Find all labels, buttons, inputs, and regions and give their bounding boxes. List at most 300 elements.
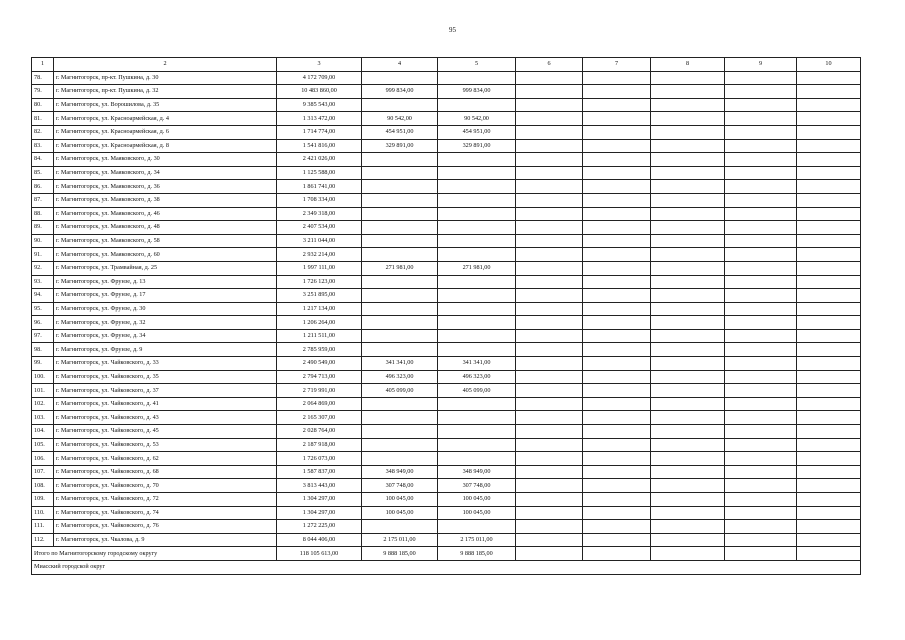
table-row xyxy=(32,465,861,479)
row-c5 xyxy=(438,438,516,452)
column-header: 5 xyxy=(438,58,516,72)
table-cell xyxy=(797,166,861,180)
table-cell xyxy=(583,384,651,398)
row-number: 78. xyxy=(32,71,54,85)
table-cell xyxy=(651,533,725,547)
row-c3: 2 932 214,00 xyxy=(277,248,362,262)
table-cell xyxy=(583,452,651,466)
row-address: г. Магнитогорск, ул. Маяковского, д. 30 xyxy=(54,153,277,167)
row-c5 xyxy=(438,180,516,194)
table-row xyxy=(32,520,861,534)
table-cell xyxy=(583,520,651,534)
row-c4 xyxy=(362,520,438,534)
table-cell xyxy=(583,166,651,180)
row-c5 xyxy=(438,411,516,425)
row-c5: 454 951,00 xyxy=(438,125,516,139)
table-cell xyxy=(651,153,725,167)
row-address: г. Магнитогорск, ул. Чайковского, д. 41 xyxy=(54,397,277,411)
table-cell xyxy=(797,316,861,330)
row-address: г. Магнитогорск, ул. Фрунзе, д. 17 xyxy=(54,289,277,303)
row-number: 98. xyxy=(32,343,54,357)
column-header: 6 xyxy=(516,58,583,72)
table-cell xyxy=(516,384,583,398)
table-cell xyxy=(725,153,797,167)
table-cell xyxy=(797,234,861,248)
table-cell xyxy=(516,193,583,207)
table-cell xyxy=(797,547,861,561)
table-row xyxy=(32,411,861,425)
table-cell xyxy=(583,479,651,493)
total-label: Итого по Магнитогорскому городскому округу xyxy=(32,547,277,561)
row-c4 xyxy=(362,98,438,112)
row-address: г. Магнитогорск, ул. Чайковского, д. 70 xyxy=(54,479,277,493)
row-c5 xyxy=(438,302,516,316)
table-cell xyxy=(583,234,651,248)
total-row xyxy=(32,547,861,561)
table-cell xyxy=(583,425,651,439)
column-header: 10 xyxy=(797,58,861,72)
row-address: г. Магнитогорск, ул. Чайковского, д. 33 xyxy=(54,357,277,371)
table-cell xyxy=(583,343,651,357)
capital-repair-table xyxy=(31,57,861,575)
table-row xyxy=(32,112,861,126)
row-c5: 496 323,00 xyxy=(438,370,516,384)
table-row xyxy=(32,357,861,371)
table-row xyxy=(32,493,861,507)
row-c3: 2 785 959,00 xyxy=(277,343,362,357)
table-cell xyxy=(651,112,725,126)
row-c3: 1 726 123,00 xyxy=(277,275,362,289)
table-cell xyxy=(797,248,861,262)
row-address: г. Магнитогорск, ул. Чайковского, д. 53 xyxy=(54,438,277,452)
row-c4 xyxy=(362,71,438,85)
row-c5 xyxy=(438,207,516,221)
row-address: г. Магнитогорск, ул. Трамвайная, д. 25 xyxy=(54,261,277,275)
table-cell xyxy=(797,207,861,221)
table-cell xyxy=(725,125,797,139)
row-c5: 100 045,00 xyxy=(438,506,516,520)
row-c3: 1 997 111,00 xyxy=(277,261,362,275)
table-cell xyxy=(797,452,861,466)
row-number: 110. xyxy=(32,506,54,520)
table-cell xyxy=(725,98,797,112)
table-cell xyxy=(583,207,651,221)
table-cell xyxy=(725,357,797,371)
row-c4: 405 099,00 xyxy=(362,384,438,398)
table-cell xyxy=(651,370,725,384)
table-cell xyxy=(725,533,797,547)
row-c5: 100 045,00 xyxy=(438,493,516,507)
row-c5: 405 099,00 xyxy=(438,384,516,398)
row-c3: 1 861 741,00 xyxy=(277,180,362,194)
row-c5: 999 834,00 xyxy=(438,85,516,99)
table-cell xyxy=(725,411,797,425)
table-cell xyxy=(797,370,861,384)
total-c4: 9 888 185,00 xyxy=(362,547,438,561)
table-cell xyxy=(516,275,583,289)
row-address: г. Магнитогорск, ул. Чайковского, д. 68 xyxy=(54,465,277,479)
row-address: г. Магнитогорск, пр-кт. Пушкина, д. 30 xyxy=(54,71,277,85)
table-cell xyxy=(583,411,651,425)
table-cell xyxy=(725,234,797,248)
row-address: г. Магнитогорск, ул. Чайковского, д. 76 xyxy=(54,520,277,534)
table-row xyxy=(32,125,861,139)
row-c3: 8 044 406,00 xyxy=(277,533,362,547)
table-cell xyxy=(651,125,725,139)
row-c5: 307 748,00 xyxy=(438,479,516,493)
table-cell xyxy=(651,71,725,85)
row-c3: 2 407 534,00 xyxy=(277,221,362,235)
row-address: г. Магнитогорск, ул. Маяковского, д. 46 xyxy=(54,207,277,221)
row-c4 xyxy=(362,452,438,466)
row-address: г. Магнитогорск, ул. Красноармейская, д. 6 xyxy=(54,125,277,139)
row-address: г. Магнитогорск, ул. Фрунзе, д. 32 xyxy=(54,316,277,330)
row-address: г. Магнитогорск, ул. Чайковского, д. 35 xyxy=(54,370,277,384)
row-c3: 1 541 816,00 xyxy=(277,139,362,153)
table-cell xyxy=(797,112,861,126)
row-c3: 2 028 764,00 xyxy=(277,425,362,439)
table-cell xyxy=(797,98,861,112)
row-number: 85. xyxy=(32,166,54,180)
table-row xyxy=(32,425,861,439)
row-address: г. Магнитогорск, ул. Ворошилова, д. 35 xyxy=(54,98,277,112)
row-address: г. Магнитогорск, пр-кт. Пушкина, д. 32 xyxy=(54,85,277,99)
row-c3: 3 251 895,00 xyxy=(277,289,362,303)
row-c4: 90 542,00 xyxy=(362,112,438,126)
row-c3: 2 719 991,00 xyxy=(277,384,362,398)
row-c5 xyxy=(438,425,516,439)
row-c3: 1 708 334,00 xyxy=(277,193,362,207)
row-address: г. Магнитогорск, ул. Красноармейская, д. 4 xyxy=(54,112,277,126)
row-number: 86. xyxy=(32,180,54,194)
table-cell xyxy=(516,234,583,248)
table-cell xyxy=(516,520,583,534)
row-c3: 2 794 713,00 xyxy=(277,370,362,384)
row-c5 xyxy=(438,193,516,207)
row-number: 93. xyxy=(32,275,54,289)
table-cell xyxy=(516,329,583,343)
table-row xyxy=(32,384,861,398)
row-number: 101. xyxy=(32,384,54,398)
table-cell xyxy=(651,316,725,330)
table-cell xyxy=(516,98,583,112)
section-row xyxy=(32,560,861,574)
column-header: 9 xyxy=(725,58,797,72)
table-row xyxy=(32,302,861,316)
table-cell xyxy=(583,261,651,275)
row-address: г. Магнитогорск, ул. Фрунзе, д. 9 xyxy=(54,343,277,357)
table-cell xyxy=(651,166,725,180)
table-cell xyxy=(583,85,651,99)
row-number: 104. xyxy=(32,425,54,439)
table-cell xyxy=(725,275,797,289)
table-cell xyxy=(583,465,651,479)
table-row xyxy=(32,316,861,330)
page-number: 95 xyxy=(449,26,456,34)
column-number-header-row xyxy=(32,58,861,72)
table-cell xyxy=(583,193,651,207)
row-c5: 2 175 011,00 xyxy=(438,533,516,547)
row-c3: 1 304 297,00 xyxy=(277,493,362,507)
row-c5 xyxy=(438,166,516,180)
table-cell xyxy=(651,493,725,507)
table-cell xyxy=(725,452,797,466)
table-cell xyxy=(797,193,861,207)
row-c4 xyxy=(362,234,438,248)
row-address: г. Магнитогорск, ул. Чайковского, д. 37 xyxy=(54,384,277,398)
table-cell xyxy=(583,289,651,303)
row-c4 xyxy=(362,302,438,316)
row-address: г. Магнитогорск, ул. Маяковского, д. 58 xyxy=(54,234,277,248)
table-cell xyxy=(725,520,797,534)
table-cell xyxy=(725,425,797,439)
table-cell xyxy=(651,139,725,153)
row-c3: 1 211 511,00 xyxy=(277,329,362,343)
table-cell xyxy=(651,98,725,112)
row-c4 xyxy=(362,221,438,235)
row-address: г. Магнитогорск, ул. Маяковского, д. 36 xyxy=(54,180,277,194)
table-cell xyxy=(797,493,861,507)
table-cell xyxy=(797,479,861,493)
row-c5 xyxy=(438,221,516,235)
column-header: 4 xyxy=(362,58,438,72)
row-number: 79. xyxy=(32,85,54,99)
table-row xyxy=(32,180,861,194)
row-c5: 329 891,00 xyxy=(438,139,516,153)
row-c3: 1 125 588,00 xyxy=(277,166,362,180)
table-cell xyxy=(725,248,797,262)
table-cell xyxy=(516,465,583,479)
table-cell xyxy=(797,506,861,520)
table-cell xyxy=(516,302,583,316)
row-c4 xyxy=(362,329,438,343)
table-cell xyxy=(797,438,861,452)
row-c4: 100 045,00 xyxy=(362,493,438,507)
table-cell xyxy=(583,153,651,167)
row-c4: 271 981,00 xyxy=(362,261,438,275)
row-c4: 496 323,00 xyxy=(362,370,438,384)
table-cell xyxy=(516,112,583,126)
table-row xyxy=(32,479,861,493)
table-cell xyxy=(651,180,725,194)
table-cell xyxy=(725,302,797,316)
table-cell xyxy=(651,384,725,398)
table-cell xyxy=(651,85,725,99)
table-cell xyxy=(516,506,583,520)
table-row xyxy=(32,85,861,99)
table-cell xyxy=(797,139,861,153)
table-cell xyxy=(651,261,725,275)
row-c5: 341 341,00 xyxy=(438,357,516,371)
table-row xyxy=(32,234,861,248)
total-c3: 118 105 613,00 xyxy=(277,547,362,561)
row-address: г. Магнитогорск, ул. Чайковского, д. 72 xyxy=(54,493,277,507)
table-row xyxy=(32,221,861,235)
row-c4 xyxy=(362,411,438,425)
table-row xyxy=(32,139,861,153)
table-cell xyxy=(583,547,651,561)
table-cell xyxy=(516,479,583,493)
table-cell xyxy=(516,261,583,275)
row-c5: 348 949,00 xyxy=(438,465,516,479)
table-cell xyxy=(797,357,861,371)
table-cell xyxy=(516,370,583,384)
table-cell xyxy=(583,71,651,85)
table-cell xyxy=(797,302,861,316)
row-address: г. Магнитогорск, ул. Маяковского, д. 34 xyxy=(54,166,277,180)
table-cell xyxy=(516,71,583,85)
column-header: 1 xyxy=(32,58,54,72)
row-c5 xyxy=(438,520,516,534)
table-cell xyxy=(583,438,651,452)
table-cell xyxy=(797,411,861,425)
row-c5 xyxy=(438,234,516,248)
row-c5 xyxy=(438,397,516,411)
row-number: 84. xyxy=(32,153,54,167)
row-number: 83. xyxy=(32,139,54,153)
row-c5 xyxy=(438,329,516,343)
row-number: 82. xyxy=(32,125,54,139)
table-cell xyxy=(725,465,797,479)
row-address: г. Магнитогорск, ул. Чайковского, д. 43 xyxy=(54,411,277,425)
table-row xyxy=(32,207,861,221)
table-cell xyxy=(583,329,651,343)
column-header: 3 xyxy=(277,58,362,72)
row-number: 99. xyxy=(32,357,54,371)
table-cell xyxy=(651,248,725,262)
row-number: 87. xyxy=(32,193,54,207)
row-c4 xyxy=(362,289,438,303)
table-row xyxy=(32,166,861,180)
table-row xyxy=(32,533,861,547)
row-c3: 2 421 026,00 xyxy=(277,153,362,167)
row-c5 xyxy=(438,452,516,466)
row-c3: 2 165 307,00 xyxy=(277,411,362,425)
table-cell xyxy=(725,438,797,452)
table-cell xyxy=(516,547,583,561)
table-cell xyxy=(516,425,583,439)
table-cell xyxy=(797,153,861,167)
table-row xyxy=(32,71,861,85)
table-cell xyxy=(797,384,861,398)
row-c3: 10 483 860,00 xyxy=(277,85,362,99)
table-row xyxy=(32,506,861,520)
table-cell xyxy=(583,221,651,235)
table-cell xyxy=(797,275,861,289)
table-cell xyxy=(583,493,651,507)
table-cell xyxy=(797,85,861,99)
row-number: 105. xyxy=(32,438,54,452)
table-cell xyxy=(583,180,651,194)
table-cell xyxy=(651,343,725,357)
table-row xyxy=(32,98,861,112)
table-cell xyxy=(651,193,725,207)
row-c4 xyxy=(362,425,438,439)
table-cell xyxy=(583,112,651,126)
table-cell xyxy=(725,261,797,275)
table-cell xyxy=(516,411,583,425)
table-cell xyxy=(651,479,725,493)
row-c3: 3 211 044,00 xyxy=(277,234,362,248)
table-cell xyxy=(651,425,725,439)
row-address: г. Магнитогорск, ул. Маяковского, д. 48 xyxy=(54,221,277,235)
table-cell xyxy=(725,139,797,153)
table-cell xyxy=(651,506,725,520)
table-cell xyxy=(725,289,797,303)
row-number: 109. xyxy=(32,493,54,507)
row-c3: 2 064 869,00 xyxy=(277,397,362,411)
table-cell xyxy=(516,357,583,371)
row-number: 88. xyxy=(32,207,54,221)
row-number: 95. xyxy=(32,302,54,316)
row-c3: 2 349 318,00 xyxy=(277,207,362,221)
row-c4: 2 175 011,00 xyxy=(362,533,438,547)
table-cell xyxy=(797,180,861,194)
table-cell xyxy=(651,547,725,561)
row-number: 91. xyxy=(32,248,54,262)
table-cell xyxy=(651,289,725,303)
row-c3: 1 587 837,00 xyxy=(277,465,362,479)
table-cell xyxy=(797,533,861,547)
row-c4 xyxy=(362,193,438,207)
row-c4 xyxy=(362,438,438,452)
row-address: г. Магнитогорск, ул. Чкалова, д. 9 xyxy=(54,533,277,547)
table-cell xyxy=(516,343,583,357)
table-cell xyxy=(651,357,725,371)
row-c4 xyxy=(362,343,438,357)
table-cell xyxy=(583,316,651,330)
row-address: г. Магнитогорск, ул. Фрунзе, д. 34 xyxy=(54,329,277,343)
row-number: 106. xyxy=(32,452,54,466)
row-number: 103. xyxy=(32,411,54,425)
table-cell xyxy=(516,493,583,507)
row-c4 xyxy=(362,248,438,262)
table-row xyxy=(32,329,861,343)
table-row xyxy=(32,452,861,466)
table-cell xyxy=(725,547,797,561)
table-cell xyxy=(651,329,725,343)
table-cell xyxy=(797,125,861,139)
row-address: г. Магнитогорск, ул. Красноармейская, д. 8 xyxy=(54,139,277,153)
table-cell xyxy=(651,207,725,221)
table-row xyxy=(32,343,861,357)
table-cell xyxy=(516,180,583,194)
row-c3: 3 813 443,00 xyxy=(277,479,362,493)
table-cell xyxy=(651,520,725,534)
row-c3: 4 172 709,00 xyxy=(277,71,362,85)
row-address: г. Магнитогорск, ул. Фрунзе, д. 30 xyxy=(54,302,277,316)
row-c5 xyxy=(438,275,516,289)
table-cell xyxy=(583,357,651,371)
table-cell xyxy=(583,125,651,139)
column-header: 8 xyxy=(651,58,725,72)
row-number: 89. xyxy=(32,221,54,235)
table-cell xyxy=(583,506,651,520)
table-cell xyxy=(725,316,797,330)
row-number: 97. xyxy=(32,329,54,343)
row-number: 90. xyxy=(32,234,54,248)
row-c3: 1 272 225,00 xyxy=(277,520,362,534)
row-number: 108. xyxy=(32,479,54,493)
row-c3: 1 313 472,00 xyxy=(277,112,362,126)
row-c3: 1 304 297,00 xyxy=(277,506,362,520)
table-cell xyxy=(583,397,651,411)
table-row xyxy=(32,248,861,262)
table-cell xyxy=(651,234,725,248)
table-cell xyxy=(651,275,725,289)
table-cell xyxy=(725,329,797,343)
row-c4 xyxy=(362,397,438,411)
